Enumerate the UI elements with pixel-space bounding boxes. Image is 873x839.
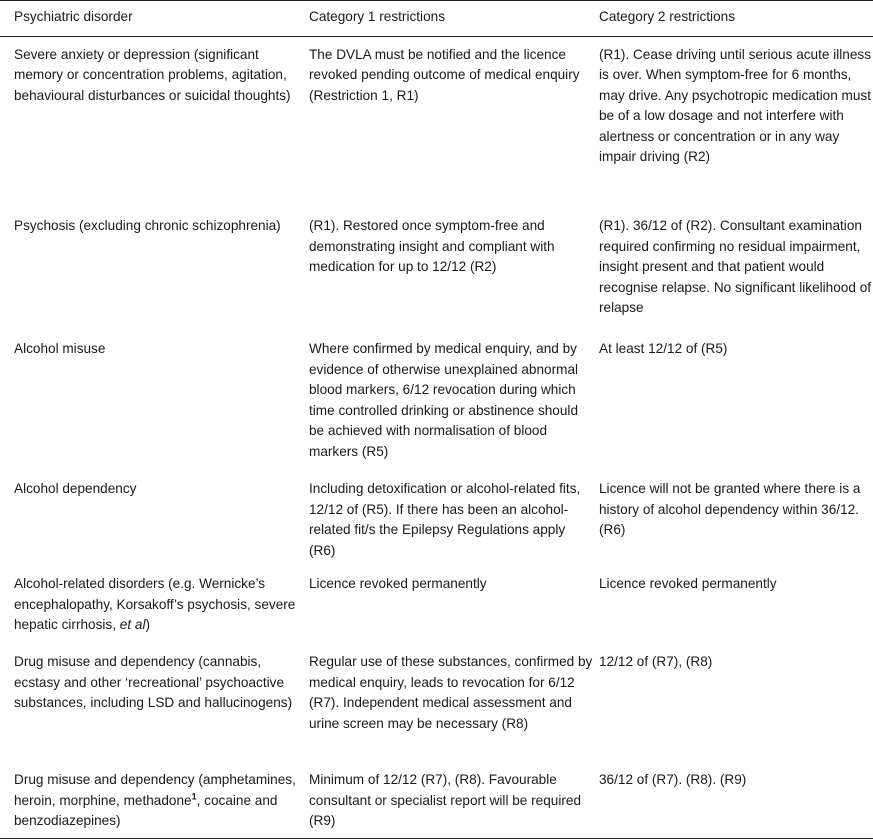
cell-category1: The DVLA must be notified and the licence revoked pending outcome of medical enquiry (Restriction 1, R1) [309, 46, 580, 103]
cell-category2: (R1). Cease driving until serious acute illness is over. When symptom-free for 6 months, may drive. Any psychotropic medication must be of a low dosage and not interfere with alertness or concentration or in any way impair driving (R2) [599, 46, 871, 164]
header-category2: Category 2 restrictions [595, 1, 873, 37]
table-row [0, 644, 873, 762]
cell-disorder: Severe anxiety or depression (significant memory or concentration problems, agitation, behavioural disturbances or suicidal thoughts) [14, 46, 291, 103]
table-row [0, 762, 873, 838]
cell-category1: Where confirmed by medical enquiry, and by evidence of otherwise unexplained abnormal blood markers, 6/12 revocation during which time controlled drinking or abstinence should be achieved with normalisation of blood markers (R5) [309, 341, 579, 459]
cell-disorder: Alcohol dependency [14, 481, 137, 496]
cell-category2: At least 12/12 of (R5) [599, 341, 728, 356]
cell-category2: Licence revoked permanently [599, 576, 777, 591]
cell-category2: Licence will not be granted where there is a history of alcohol dependency within 36/12. (R6) [599, 481, 861, 537]
cell-category2: (R1). 36/12 of (R2). Consultant examination required confirming no residual impairment, insight present and that patient would recognise relapse. No significant likelihood of relapse [599, 218, 872, 315]
cell-category1: Including detoxification or alcohol-related fits, 12/12 of (R5). If there has been an alcohol-related fit/s the Epilepsy Regulations apply (R6) [309, 481, 581, 558]
table-row [0, 566, 873, 644]
cell-disorder: Drug misuse and dependency (cannabis, ecstasy and other ‘recreational’ psychoactive substances, including LSD and hallucinogens) [14, 654, 293, 710]
table-row [0, 208, 873, 331]
cell-category1: Minimum of 12/12 (R7), (R8). Favourable consultant or specialist report will be required (R9) [305, 762, 595, 838]
cell-disorder: Drug misuse and dependency (amphetamines, heroin, morphine, methadone$^1$, cocaine and benzodiazepines) [0, 762, 305, 838]
cell-category1: Licence revoked permanently [309, 576, 487, 591]
cell-category1: (R1). Restored once symptom-free and demonstrating insight and compliant with medication for up to 12/12 (R2) [309, 218, 555, 274]
footnote-marker: 1 [191, 790, 197, 801]
table-header [0, 1, 873, 37]
table-row [0, 471, 873, 566]
cell-disorder: Alcohol-related disorders (e.g. Wernicke’s encephalopathy, Korsakoff’s psychosis, severe hepatic cirrhosis, et al) [14, 576, 296, 632]
cell-category2: 36/12 of (R7). (R8). (R9) [595, 762, 873, 838]
cell-category1: Regular use of these substances, confirmed by medical enquiry, leads to revocation for 6/12 (R7). Independent medical assessment and urine screen may be necessary (R8) [309, 654, 593, 731]
header-row [0, 1, 873, 37]
cell-disorder: Psychosis (excluding chronic schizophrenia) [14, 218, 281, 233]
table-row [0, 331, 873, 471]
table-row [0, 36, 873, 208]
table-body [0, 36, 873, 838]
header-disorder: Psychiatric disorder [0, 1, 305, 37]
cell-category2: 12/12 of (R7), (R8) [599, 654, 713, 669]
cell-disorder: Alcohol misuse [14, 341, 106, 356]
header-category1: Category 1 restrictions [305, 1, 595, 37]
